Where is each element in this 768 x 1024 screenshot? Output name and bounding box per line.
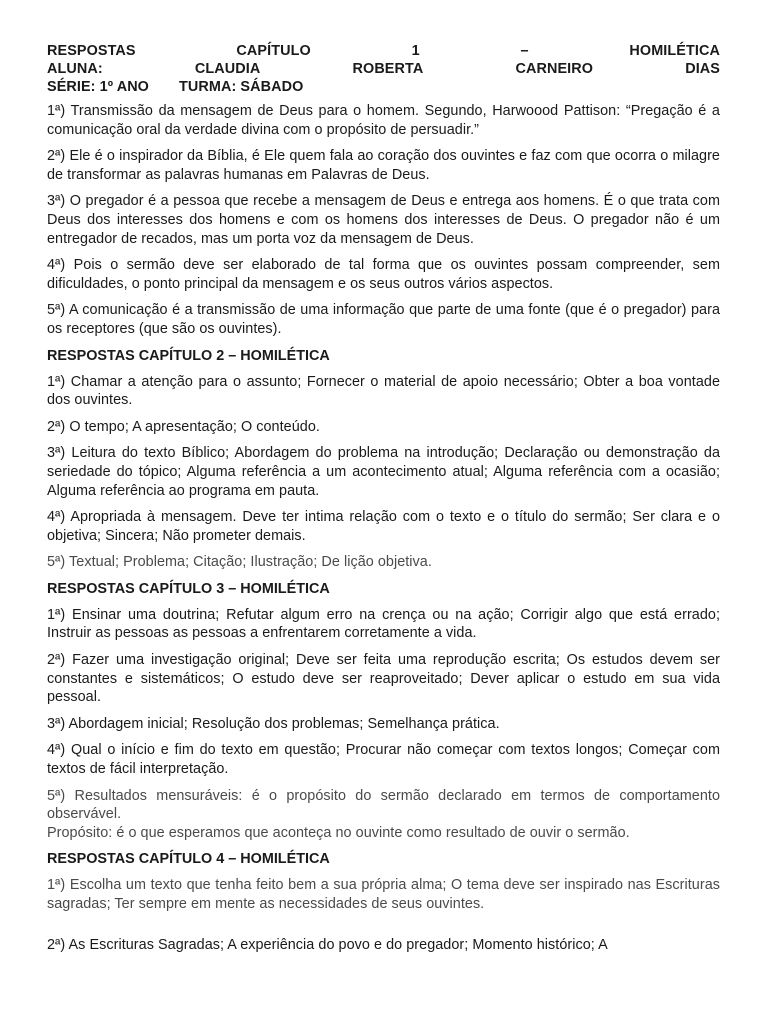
answer-paragraph: 1ª) Escolha um texto que tenha feito bem a sua própria alma; O tema deve ser inspirado nas Escrituras sagradas; Ter sempre em mente as necessidades de seus ouvintes.: [47, 877, 720, 912]
answer-paragraph: 5ª) A comunicação é a transmissão de uma informação que parte de uma fonte (que é o pregador) para os receptores (que são os ouvintes).: [47, 302, 720, 337]
header-word: –: [520, 43, 529, 59]
document-page: [47, 42, 720, 962]
answer-paragraph: 1ª) Chamar a atenção para o assunto; Fornecer o material de apoio necessário; Obter a boa vontade dos ouvintes.: [47, 373, 720, 409]
answer-paragraph: 2ª) Ele é o inspirador da Bíblia, é Ele quem fala ao coração dos ouvintes e faz com que ocorra o milagre de transformar as palavras humanas em Palavras de Deus.: [47, 148, 720, 183]
header-word: HOMILÉTICA: [629, 43, 720, 59]
header-word: DIAS: [685, 61, 720, 77]
header-student-line: [47, 60, 720, 78]
header-word: ROBERTA: [352, 61, 424, 77]
answer-paragraph: 3ª) Abordagem inicial; Resolução dos problemas; Semelhança prática.: [47, 715, 500, 732]
answer-paragraph: 1ª) Ensinar uma doutrina; Refutar algum erro na crença ou na ação; Corrigir algo que está errado; Instruir as pessoas as pessoas a enfrentarem corretamente a vida.: [47, 606, 720, 642]
answer-paragraph: 1ª) Transmissão da mensagem de Deus para o homem. Segundo, Harwoood Pattison: “Pregação é a comunicação oral da verdade divina com o propósito de persuadir.”: [47, 103, 720, 138]
answer-paragraph: 4ª) Qual o início e fim do texto em questão; Procurar não começar com textos longos; Começar com textos de fácil interpretação.: [47, 742, 720, 778]
header-word: CARNEIRO: [515, 61, 594, 77]
answer-paragraph: 2ª) Fazer uma investigação original; Deve ser feita uma reprodução escrita; Os estudos devem ser constantes e sistemáticos; O estudo deve ser reaproveitado; Dever aplicar o estudo em sua vida pessoal.: [47, 652, 720, 706]
answer-paragraph: 4ª) Apropriada à mensagem. Deve ter intima relação com o texto e o título do sermão; Ser clara e o objetiva; Sincera; Não prometer demais.: [47, 509, 720, 544]
header-word: CAPÍTULO: [236, 43, 311, 59]
answer-paragraph: 2ª) As Escrituras Sagradas; A experiência do povo e do pregador; Momento histórico; A: [47, 936, 608, 953]
answer-paragraph: 3ª) Leitura do texto Bíblico; Abordagem do problema na introdução; Declaração ou demonstração da seriedade do tópico; Alguma referência a um acontecimento atual; Alguma referência com a ocasião; Alguma referência ao programa em pauta.: [47, 445, 720, 499]
spacer: [47, 922, 720, 936]
answer-paragraph: 2ª) O tempo; A apresentação; O conteúdo.: [47, 418, 320, 435]
chapter-heading: RESPOSTAS CAPÍTULO 3 – HOMILÉTICA: [47, 580, 330, 597]
answer-paragraph: [47, 787, 720, 843]
header-group: TURMA: SÁBADO: [178, 79, 304, 95]
answer-paragraph: 3ª) O pregador é a pessoa que recebe a mensagem de Deus e entrega aos homens. É o que trata com Deus dos interesses dos homens e com os homens dos interesses de Deus. O pregador não é um entregador de recados, mas um porta voz da mensagem de Deus.: [47, 193, 720, 247]
answer-paragraph: 5ª) Textual; Problema; Citação; Ilustração; De lição objetiva.: [47, 554, 432, 571]
chapter-heading: RESPOSTAS CAPÍTULO 4 – HOMILÉTICA: [47, 851, 330, 868]
answer-paragraph: 4ª) Pois o sermão deve ser elaborado de tal forma que os ouvintes possam compreender, sem dificuldades, o ponto principal da mensagem e os seus outros vários aspectos.: [47, 257, 720, 292]
chapter-heading: RESPOSTAS CAPÍTULO 2 – HOMILÉTICA: [47, 347, 330, 364]
answer-line: Propósito: é o que esperamos que aconteça no ouvinte como resultado de ouvir o sermão.: [47, 824, 630, 841]
header-title-line: [47, 42, 720, 60]
header-word: 1: [411, 43, 420, 59]
header-class-line: [47, 78, 720, 96]
header-grade: SÉRIE: 1º ANO: [47, 79, 149, 95]
header-word: ALUNA:: [47, 61, 103, 77]
header-word: RESPOSTAS: [47, 43, 136, 59]
header-word: CLAUDIA: [194, 61, 261, 77]
answer-line: 5ª) Resultados mensuráveis: é o propósito do sermão declarado em termos de comportamento observável.: [47, 787, 720, 823]
